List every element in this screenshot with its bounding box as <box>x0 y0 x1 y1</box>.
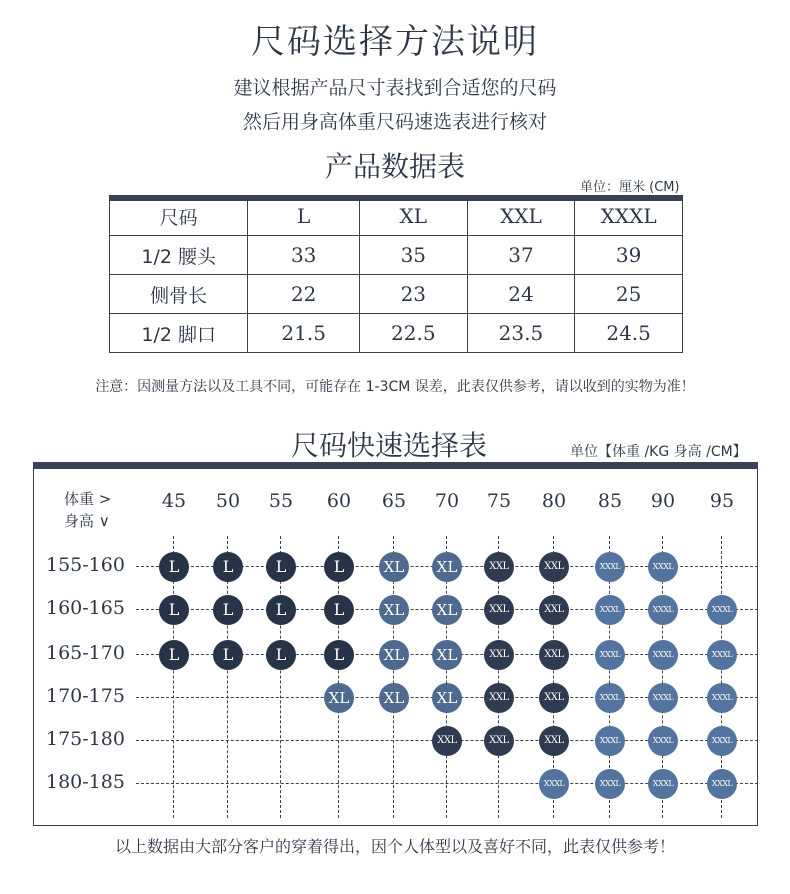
size-badge-xl: XL <box>432 595 462 625</box>
footer-note: 以上数据由大部分客户的穿着得出，因个人体型以及喜好不同，此表仅供参考！ <box>114 837 675 856</box>
table-cell: 33 <box>248 236 360 275</box>
height-row-label: 165-170 <box>46 642 125 664</box>
height-row-label: 175-180 <box>46 728 125 750</box>
size-badge-l: L <box>324 640 354 670</box>
size-badge-l: L <box>213 595 243 625</box>
size-badge-xxxl: XXXL <box>595 552 625 582</box>
size-badge-xxl: XXL <box>539 595 569 625</box>
size-badge-l: L <box>159 640 189 670</box>
product-table-title: 产品数据表 <box>324 150 465 183</box>
weight-column-label: 70 <box>434 490 460 512</box>
height-axis-label: 身高 ∨ <box>64 512 110 530</box>
table-row-label: 1/2 脚口 <box>110 314 248 353</box>
table-row-label: 1/2 腰头 <box>110 236 248 275</box>
size-badge-xl: XL <box>432 552 462 582</box>
size-badge-l: L <box>159 552 189 582</box>
size-badge-xl: XL <box>379 683 409 713</box>
weight-axis-label: 体重 > <box>64 490 112 508</box>
size-badge-l: L <box>324 595 354 625</box>
size-badge-xxxl: XXXL <box>539 769 569 799</box>
size-badge-l: L <box>266 640 296 670</box>
size-badge-xl: XL <box>432 640 462 670</box>
size-badge-xxxl: XXXL <box>707 640 737 670</box>
size-badge-xxxl: XXXL <box>707 769 737 799</box>
table-row <box>110 236 683 275</box>
product-table-unit: 单位：厘米 (CM) <box>580 180 680 195</box>
size-badge-l: L <box>324 552 354 582</box>
table-row <box>110 275 683 314</box>
subtitle-line-1: 建议根据产品尺寸表找到合适您的尺码 <box>233 77 557 99</box>
size-badge-xxxl: XXXL <box>707 595 737 625</box>
size-badge-xxl: XXL <box>484 726 514 756</box>
size-badge-xxl: XXL <box>539 683 569 713</box>
size-badge-xxl: XXL <box>432 726 462 756</box>
height-row-label: 155-160 <box>46 554 125 576</box>
size-badge-xxl: XXL <box>484 595 514 625</box>
size-badge-xxxl: XXXL <box>595 726 625 756</box>
table-cell: 39 <box>575 236 683 275</box>
table-cell: 22 <box>248 275 360 314</box>
size-badge-l: L <box>266 595 296 625</box>
size-badge-xxxl: XXXL <box>595 769 625 799</box>
size-chart-title: 尺码快速选择表 <box>291 429 488 462</box>
table-cell: 23 <box>359 275 467 314</box>
size-badge-xl: XL <box>324 683 354 713</box>
weight-column-label: 95 <box>709 490 735 512</box>
weight-column-label: 85 <box>597 490 623 512</box>
table-header-cell: XXXL <box>575 197 683 236</box>
weight-column-label: 80 <box>541 490 567 512</box>
table-header-cell: XXL <box>467 197 575 236</box>
weight-column-label: 65 <box>381 490 407 512</box>
size-badge-l: L <box>266 552 296 582</box>
size-badge-xxl: XXL <box>484 683 514 713</box>
weight-column-label: 75 <box>486 490 512 512</box>
table-header-cell: L <box>248 197 360 236</box>
size-badge-xxxl: XXXL <box>595 595 625 625</box>
page-title: 尺码选择方法说明 <box>251 22 539 62</box>
size-badge-xl: XL <box>379 595 409 625</box>
height-row-label: 160-165 <box>46 597 125 619</box>
product-table <box>109 197 683 353</box>
table-cell: 21.5 <box>248 314 360 353</box>
table-row-label: 侧骨长 <box>110 275 248 314</box>
size-badge-l: L <box>213 552 243 582</box>
size-badge-xxxl: XXXL <box>595 683 625 713</box>
table-cell: 24.5 <box>575 314 683 353</box>
product-table-note: 注意：因测量方法以及工具不同，可能存在 1-3CM 误差，此表仅供参考，请以收到的实物为准！ <box>95 379 695 395</box>
table-cell: 25 <box>575 275 683 314</box>
size-badge-l: L <box>159 595 189 625</box>
weight-column-label: 60 <box>326 490 352 512</box>
weight-column-label: 45 <box>161 490 187 512</box>
height-row-label: 170-175 <box>46 685 125 707</box>
table-cell: 37 <box>467 236 575 275</box>
size-badge-xxxl: XXXL <box>595 640 625 670</box>
height-row-label: 180-185 <box>46 771 125 793</box>
size-badge-l: L <box>213 640 243 670</box>
subtitle-line-2: 然后用身高体重尺码速选表进行核对 <box>242 111 547 133</box>
size-badge-xxxl: XXXL <box>648 769 678 799</box>
table-cell: 22.5 <box>359 314 467 353</box>
size-badge-xl: XL <box>379 552 409 582</box>
table-header-cell: 尺码 <box>110 197 248 236</box>
size-badge-xxxl: XXXL <box>648 552 678 582</box>
table-cell: 24 <box>467 275 575 314</box>
weight-column-label: 50 <box>215 490 241 512</box>
size-badge-xxl: XXL <box>484 640 514 670</box>
weight-column-label: 90 <box>650 490 676 512</box>
size-chart-unit: 单位【体重 /KG 身高 /CM】 <box>570 444 747 460</box>
table-cell: 23.5 <box>467 314 575 353</box>
size-badge-xl: XL <box>379 640 409 670</box>
size-badge-xxl: XXL <box>539 640 569 670</box>
table-cell: 35 <box>359 236 467 275</box>
size-badge-xxxl: XXXL <box>648 640 678 670</box>
table-row <box>110 314 683 353</box>
weight-column-label: 55 <box>268 490 294 512</box>
size-badge-xxxl: XXXL <box>648 595 678 625</box>
size-badge-xxxl: XXXL <box>648 726 678 756</box>
size-badge-xxl: XXL <box>484 552 514 582</box>
size-badge-xxxl: XXXL <box>648 683 678 713</box>
size-badge-xxxl: XXXL <box>707 726 737 756</box>
table-header-row <box>110 197 683 236</box>
table-header-cell: XL <box>359 197 467 236</box>
size-badge-xxxl: XXXL <box>707 683 737 713</box>
size-badge-xl: XL <box>432 683 462 713</box>
size-badge-xxl: XXL <box>539 726 569 756</box>
size-badge-xxl: XXL <box>539 552 569 582</box>
